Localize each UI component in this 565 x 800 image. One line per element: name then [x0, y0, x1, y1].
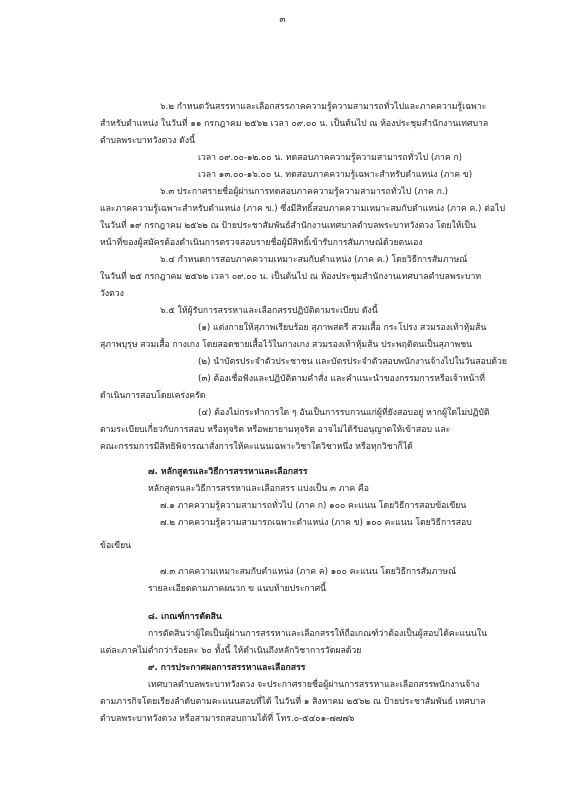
- text-line: ดำเนินการสอบโดยเคร่งครัด: [100, 391, 206, 401]
- text-line: สำหรับตำแหน่ง ในวันที่ ๑๑ กรกฎาคม ๒๕๖๒ เวลา ๐๙.๐๐ น. เป็นต้นไป ณ ห้องประชุมสำนักงานเทศบาล: [100, 119, 489, 129]
- text-line: และภาคความรู้เฉพาะสำหรับตำแหน่ง (ภาค ข.) ซึ่งมีสิทธิ์สอบภาคความเหมาะสมกับตำแหน่ง (ภาค ค.) ต่อไป: [100, 204, 505, 214]
- schedule-line: เวลา ๑๓.๐๐-๑๖.๐๐ น. ทดสอบภาคความรู้เฉพาะสำหรับตำแหน่ง (ภาค ข): [198, 170, 473, 180]
- section-heading: ๗. หลักสูตรและวิธีการสรรหาและเลือกสรร: [148, 467, 308, 477]
- text-line: ตามระเบียบเกี่ยวกับการสอบ หรือทุจริต หรือพยายามทุจริต อาจไม่ได้รับอนุญาตให้เข้าสอบ และ: [100, 425, 451, 435]
- text-line: การตัดสินว่าผู้ใดเป็นผู้ผ่านการสรรหาและเลือกสรรให้ถือเกณฑ์ว่าต้องเป็นผู้สอบได้คะแนนใน: [148, 629, 488, 639]
- text-line: วังตวง: [100, 289, 124, 299]
- text-line: ๖.๕ ให้ผู้รับการสรรหาและเลือกสรรปฏิบัติตามระเบียบ ดังนี้: [160, 306, 378, 316]
- text-line: (๑) แต่งกายให้สุภาพเรียบร้อย สุภาพสตรี สวมเสื้อ กระโปรง สวมรองเท้าหุ้มส้น: [198, 323, 487, 333]
- text-line: (๔) ต้องไม่กระทำการใด ๆ อันเป็นการรบกวนแก่ผู้ที่ยังสอบอยู่ หากผู้ใดไม่ปฏิบัติ: [198, 408, 490, 418]
- text-line: หลักสูตรและวิธีการสรรหาและเลือกสรร แบ่งเป็น ๓ ภาค คือ: [148, 484, 369, 494]
- text-line: ตำบลพระบาทวังตวง ดังนี้: [100, 136, 196, 146]
- text-line: ในวันที่ ๒๕ กรกฎาคม ๒๕๖๒ เวลา ๐๙.๐๐ น. เป็นต้นไป ณ ห้องประชุมสำนักงานเทศบาลตำบลพระบาท: [100, 272, 482, 282]
- text-line: ๖.๒ กำหนดวันสรรหาและเลือกสรรภาคความรู้ความสามารถทั่วไปและภาคความรู้เฉพาะ: [160, 102, 487, 112]
- text-line: ๗.๓ ภาคความเหมาะสมกับตำแหน่ง (ภาค ค) ๑๐๐ คะแนน โดยวิธีการสัมภาษณ์: [160, 567, 457, 577]
- text-line: หน้าที่ของผู้สมัครต้องดำเนินการตรวจสอบรายชื่อผู้มีสิทธิ์เข้ารับการสัมภาษณ์ด้วยตนเอง: [100, 238, 423, 248]
- text-line: (๓) ต้องเชื่อฟังและปฏิบัติตามคำสั่ง และคำแนะนำของกรรมการหรือเจ้าหน้าที่: [198, 374, 486, 384]
- section-heading: ๘. เกณฑ์การตัดสิน: [148, 612, 222, 622]
- text-line: ๗.๒ ภาคความรู้ความสามารถเฉพาะตำแหน่ง (ภาค ข) ๑๐๐ คะแนน โดยวิธีการสอบ: [160, 518, 472, 528]
- text-line: ตำบลพระบาทวังตวง หรือสามารถสอบถามได้ที่ โทร.๐-๕๔๐๑-๗๗๗๖: [100, 714, 355, 724]
- text-line: (๒) นำบัตรประจำตัวประชาชน และบัตรประจำตัวสอบพนักงานจ้างไปในวันสอบด้วย: [198, 357, 507, 367]
- text-line: แต่ละภาคไม่ต่ำกว่าร้อยละ ๖๐ ทั้งนี้ ให้ดำเนินถึงหลักวิชาการวัดผลด้วย: [100, 646, 362, 656]
- text-line: ๖.๔ กำหนดการสอบภาคความเหมาะสมกับตำแหน่ง (ภาค ค.) โดยวิธีการสัมภาษณ์: [160, 255, 468, 265]
- section-heading: ๙. การประกาศผลการสรรหาและเลือกสรร: [148, 663, 306, 673]
- text-line: รายละเอียดตามภาคผนวก ข แนบท้ายประกาศนี้: [148, 584, 327, 594]
- text-line: สุภาพบุรุษ สวมเสื้อ กางเกง โดยสอดชายเสื้อไว้ในกางเกง สวมรองเท้าหุ้มส้น ประพฤติตนเป็นสุภาพชน: [100, 340, 473, 350]
- text-line: เทศบาลตำบลพระบาทวังตวง จะประกาศรายชื่อผู้ผ่านการสรรหาและเลือกสรรพนักงานจ้าง: [148, 680, 480, 690]
- text-line: ในวันที่ ๑๙ กรกฎาคม ๒๕๖๒ ณ ป้ายประชาสัมพันธ์สำนักงานเทศบาลตำบลพระบาทวังตวง โดยให้เป็น: [100, 221, 476, 231]
- schedule-line: เวลา ๐๙.๐๐-๑๒.๐๐ น. ทดสอบภาคความรู้ความสามารถทั่วไป (ภาค ก): [198, 153, 463, 163]
- text-line: ๖.๓ ประกาศรายชื่อผู้ผ่านการทดสอบภาคความรู้ความสามารถทั่วไป (ภาค ก.): [160, 187, 449, 197]
- text-line: ตามภารกิจโดยเรียงลำดับตามคะแนนสอบที่ได้ ในวันที่ ๑ สิงหาคม ๒๕๖๒ ณ ป้ายประชาสัมพันธ์ เทศบาล: [100, 697, 486, 707]
- text-line: คณะกรรมการมีสิทธิพิจารณาสั่งการให้คะแนนเฉพาะวิชาใดวิชาหนึ่ง หรือทุกวิชาก็ได้: [100, 442, 413, 452]
- text-line: ข้อเขียน: [100, 541, 132, 551]
- text-line: ๗.๑ ภาคความรู้ความสามารถทั่วไป (ภาค ก) ๑๐๐ คะแนน โดยวิธีการสอบข้อเขียน: [160, 501, 467, 511]
- page-number: ๓: [279, 15, 286, 25]
